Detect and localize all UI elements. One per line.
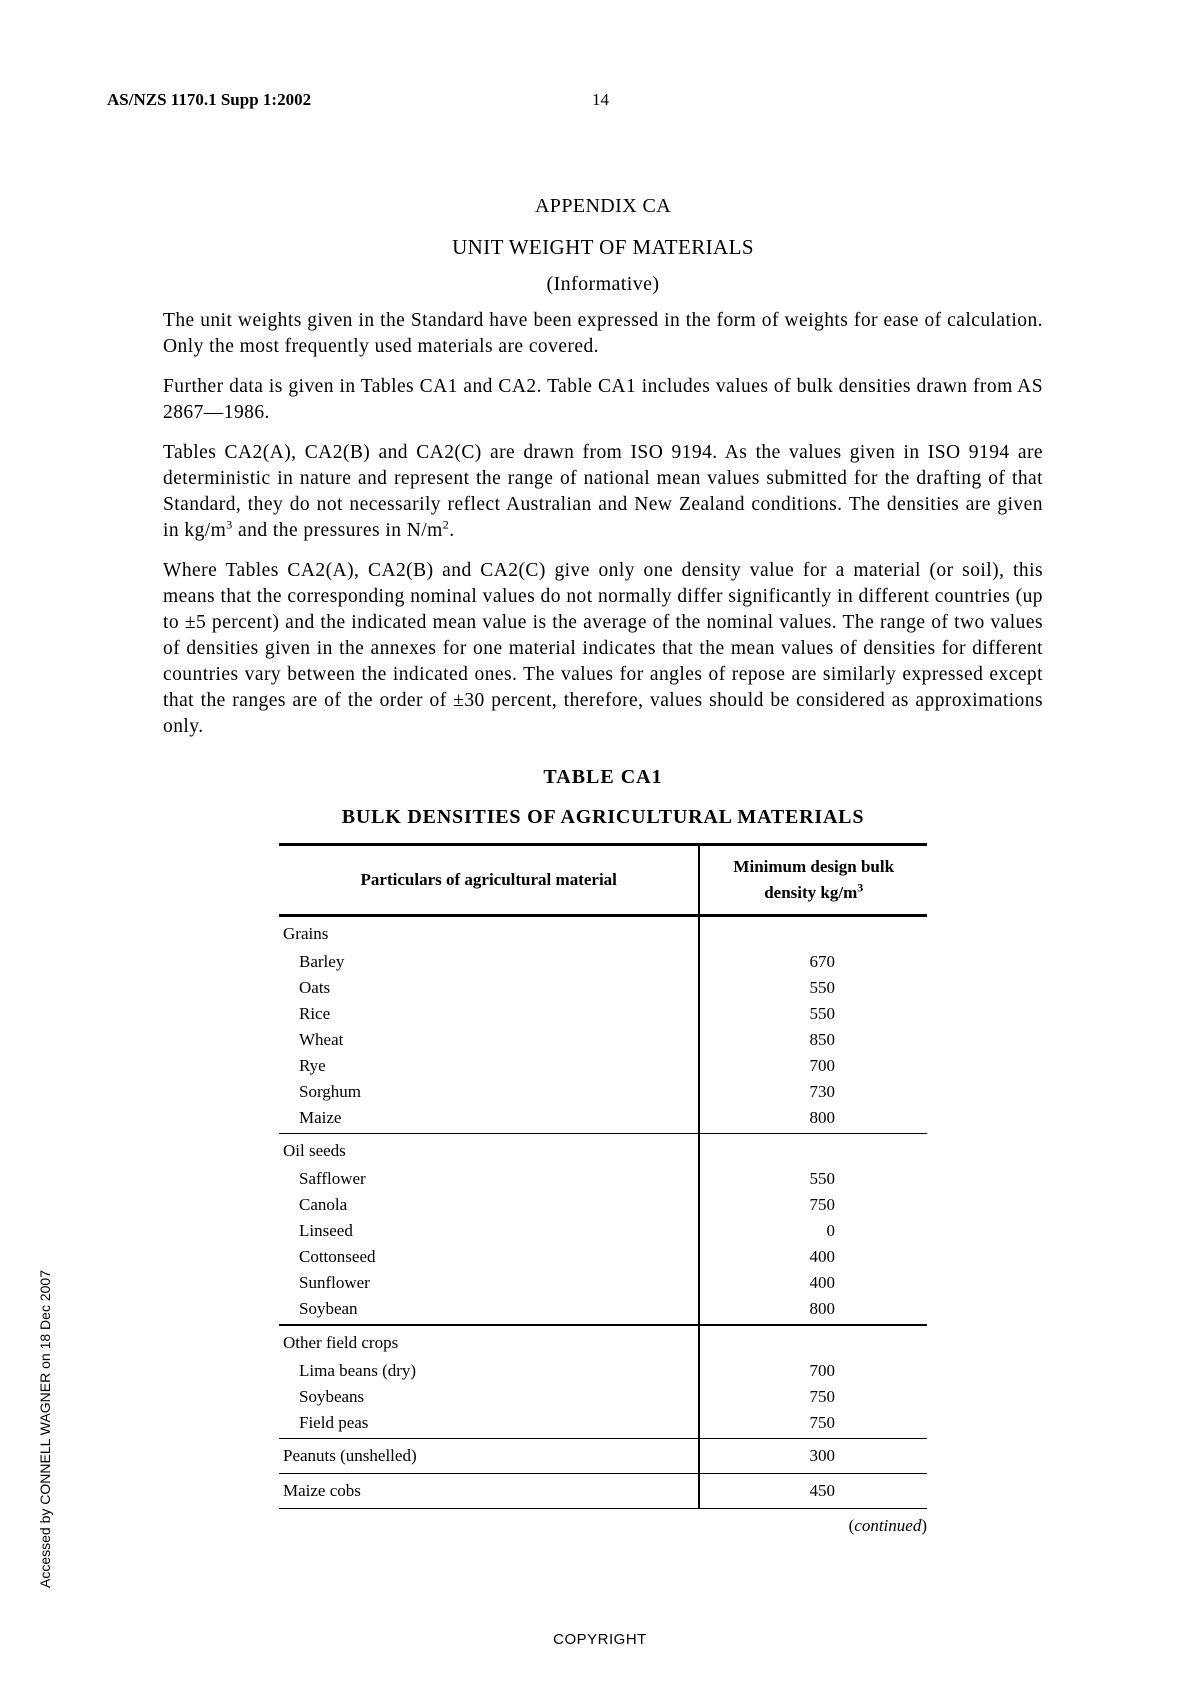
material-cell: Cottonseed	[279, 1244, 699, 1270]
density-cell: 670	[809, 952, 835, 971]
table-row	[279, 1001, 927, 1027]
appendix-label: APPENDIX CA	[534, 195, 672, 217]
material-cell: Maize cobs	[279, 1474, 699, 1509]
table-row	[279, 1105, 927, 1134]
group-value-cell	[699, 1325, 927, 1358]
paragraph-1: The unit weights given in the Standard have been expressed in the form of weights for ease of calculation. Only the most frequently used materials are covered.	[163, 310, 1043, 357]
density-cell: 750	[699, 1410, 927, 1439]
paragraph-4: Where Tables CA2(A), CA2(B) and CA2(C) give only one density value for a material (or soil), this means that the corresponding nominal values do not normally differ significantly in different countries (up to ±5 percent) and the indicated mean value is the average of the nominal values. The range of two values of densities given in the annexes for one material indicates that the mean values of densities for different countries vary between the indicated ones. The values for angles of repose are similarly expressed except that the ranges are of the order of ±30 percent, therefore, values should be considered as approximations only.	[163, 560, 1043, 737]
column-header-density	[699, 845, 927, 916]
density-cell: 550	[809, 1004, 835, 1023]
density-cell: 850	[809, 1030, 835, 1049]
table-row	[279, 975, 927, 1001]
group-oil-seeds	[279, 1134, 927, 1326]
table-row	[279, 1296, 927, 1325]
material-cell: Sunflower	[279, 1270, 699, 1296]
table-row	[279, 1384, 927, 1410]
group-name: Oil seeds	[279, 1134, 699, 1167]
density-cell: 550	[809, 1169, 835, 1188]
group-header-row	[279, 916, 927, 950]
material-cell: Safflower	[279, 1166, 699, 1192]
table-row	[279, 1410, 927, 1439]
material-cell: Soybean	[279, 1296, 699, 1325]
table-row	[279, 1358, 927, 1384]
bulk-density-table	[279, 843, 927, 1509]
paragraph-3	[163, 440, 1043, 544]
material-cell: Canola	[279, 1192, 699, 1218]
density-cell: 700	[809, 1056, 835, 1075]
table-title: TABLE CA1	[543, 766, 663, 788]
table-row	[279, 1474, 927, 1509]
page-content	[163, 195, 1043, 1536]
group-value-cell	[699, 916, 927, 950]
table-row	[279, 1439, 927, 1474]
table-header-row	[279, 845, 927, 916]
density-cell: 800	[699, 1105, 927, 1134]
table-row	[279, 1218, 927, 1244]
density-cell: 700	[809, 1361, 835, 1380]
single-row-maize-cobs	[279, 1474, 927, 1509]
column-header-density-sup: 3	[857, 880, 864, 895]
paragraph-3-text-c: .	[449, 520, 455, 541]
appendix-subtitle: (Informative)	[546, 273, 660, 295]
table-row	[279, 1166, 927, 1192]
density-cell: 450	[699, 1474, 927, 1509]
density-cell: 400	[809, 1247, 835, 1266]
column-header-density-line1: Minimum design bulk	[733, 857, 895, 876]
material-cell: Soybeans	[279, 1384, 699, 1410]
table-row	[279, 949, 927, 975]
table-row	[279, 1244, 927, 1270]
group-header-row	[279, 1325, 927, 1358]
table-row	[279, 1079, 927, 1105]
single-row-peanuts	[279, 1439, 927, 1474]
column-header-density-line2: density kg/m	[764, 883, 858, 902]
superscript-2: 2	[442, 517, 450, 532]
appendix-title: UNIT WEIGHT OF MATERIALS	[452, 235, 754, 259]
copyright-footer: COPYRIGHT	[553, 1631, 647, 1648]
density-cell: 400	[809, 1273, 835, 1292]
density-cell: 750	[809, 1195, 835, 1214]
material-cell: Sorghum	[279, 1079, 699, 1105]
table-subtitle: BULK DENSITIES OF AGRICULTURAL MATERIALS	[341, 806, 865, 828]
group-value-cell	[699, 1134, 927, 1167]
material-cell: Oats	[279, 975, 699, 1001]
density-cell: 730	[809, 1082, 835, 1101]
superscript-3: 3	[226, 517, 233, 532]
material-cell: Linseed	[279, 1218, 699, 1244]
density-cell: 750	[809, 1387, 835, 1406]
material-cell: Rye	[279, 1053, 699, 1079]
density-cell: 300	[699, 1439, 927, 1474]
table-row	[279, 1270, 927, 1296]
paragraph-3-text-a: Tables CA2(A), CA2(B) and CA2(C) are drawn from ISO 9194. As the values given in ISO 9194 are deterministic in nature and represent the range of national mean values submitted for the drafting of that Standard, they do not necessarily reflect Australian and New Zealand conditions. The densities are given in kg/m	[163, 442, 1043, 541]
density-cell: 550	[809, 978, 835, 997]
group-other-field-crops	[279, 1325, 927, 1439]
material-cell: Wheat	[279, 1027, 699, 1053]
column-header-material: Particulars of agricultural material	[279, 845, 699, 916]
paragraph-3-text-b: and the pressures in N/m	[232, 520, 443, 541]
density-cell: 800	[699, 1296, 927, 1325]
material-cell: Field peas	[279, 1410, 699, 1439]
continued-close: )	[921, 1516, 927, 1535]
group-header-row	[279, 1134, 927, 1167]
table-row	[279, 1192, 927, 1218]
page-number: 14	[592, 90, 609, 109]
group-grains	[279, 916, 927, 1134]
group-name: Other field crops	[279, 1325, 699, 1358]
material-cell: Lima beans (dry)	[279, 1358, 699, 1384]
continued-note	[163, 1516, 927, 1536]
paragraph-2: Further data is given in Tables CA1 and CA2. Table CA1 includes values of bulk densities drawn from AS 2867—1986.	[163, 376, 1043, 423]
material-cell: Barley	[279, 949, 699, 975]
material-cell: Maize	[279, 1105, 699, 1134]
table-row	[279, 1053, 927, 1079]
continued-word: continued	[854, 1516, 922, 1535]
access-notice: Accessed by CONNELL WAGNER on 18 Dec 2007	[37, 1270, 53, 1588]
density-cell: 0	[826, 1221, 835, 1240]
material-cell: Peanuts (unshelled)	[279, 1439, 699, 1474]
group-name: Grains	[279, 916, 699, 950]
continued-open: (	[848, 1516, 855, 1535]
table-row	[279, 1027, 927, 1053]
standard-reference: AS/NZS 1170.1 Supp 1:2002	[107, 90, 312, 109]
material-cell: Rice	[279, 1001, 699, 1027]
